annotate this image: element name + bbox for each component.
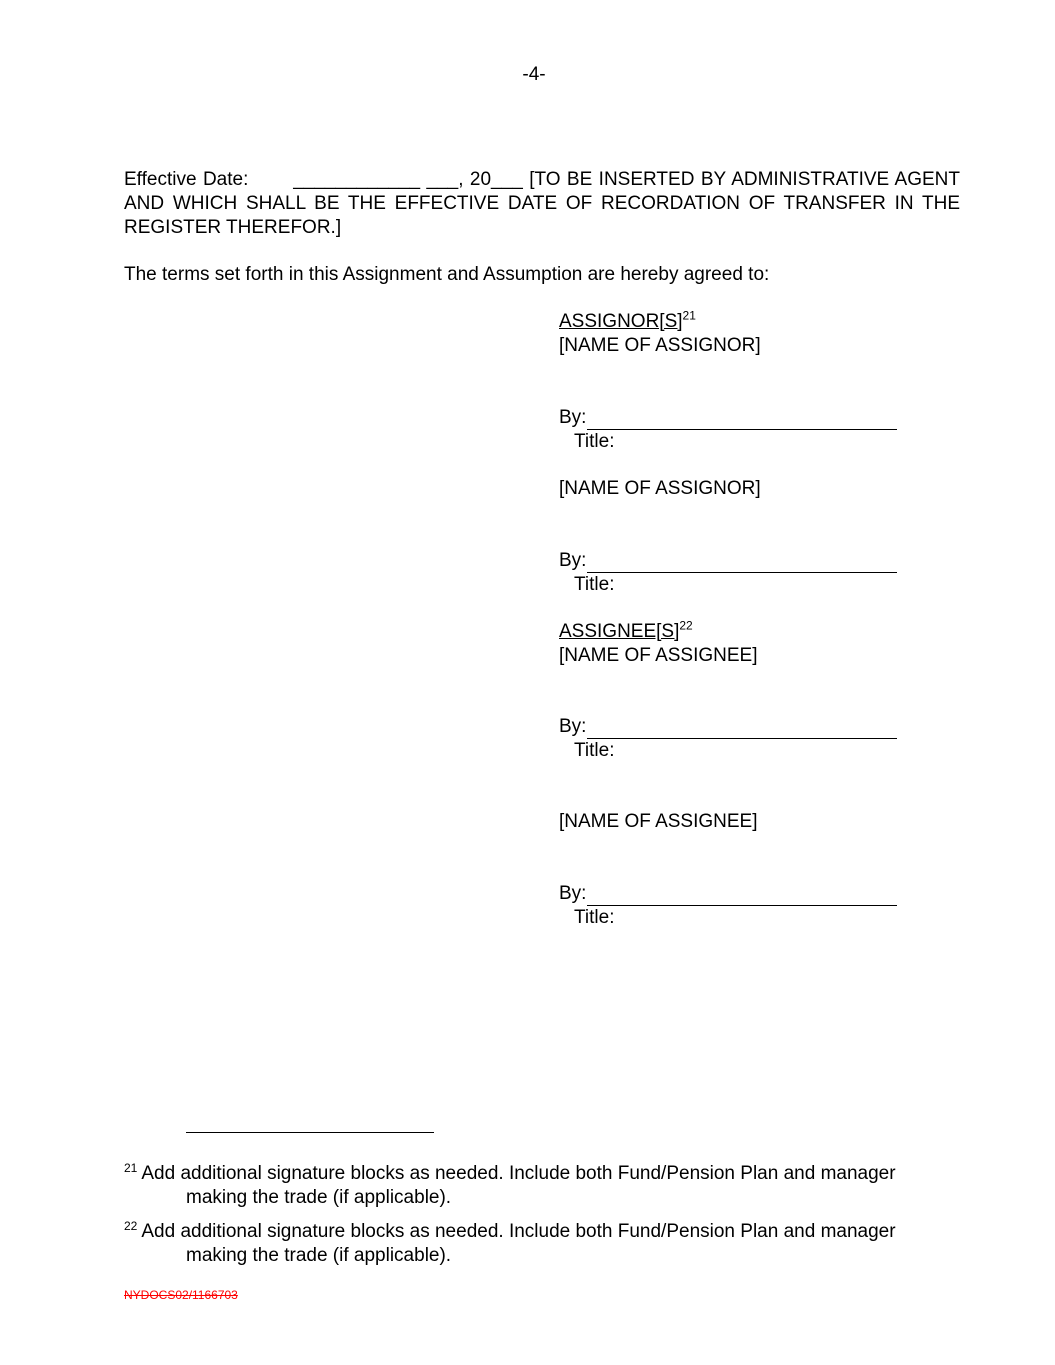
document-id: NYDOCS02/1166703 [124, 1288, 238, 1302]
page-number: -4- [522, 64, 546, 85]
assignor-2-signature-line [559, 549, 897, 573]
assignor-name-2: [NAME OF ASSIGNOR] [559, 478, 761, 499]
signature-blank [587, 885, 897, 906]
effective-date-note: [TO BE INSERTED BY ADMINISTRATIVE AGENT AND WHICH SHALL BE THE EFFECTIVE DATE OF RECORDATION OF TRANSFER IN THE REGISTER THEREFOR.] [124, 169, 961, 238]
assignor-heading: ASSIGNOR[S] [559, 311, 683, 332]
signature-blank [587, 552, 897, 573]
footnote-separator [186, 1132, 434, 1133]
assignor-1-title-label: Title: [574, 431, 615, 452]
footnote-text-line2: making the trade (if applicable). [186, 1187, 452, 1208]
footnote-text-line2: making the trade (if applicable). [186, 1245, 452, 1266]
assignee-name-1: [NAME OF ASSIGNEE] [559, 645, 758, 666]
assignor-2-title-label: Title: [574, 574, 615, 595]
assignor-1-signature-line [559, 406, 897, 430]
assignee-1-signature-line [559, 715, 897, 739]
assignee-heading-line [559, 620, 693, 644]
assignee-2-signature-line [559, 882, 897, 906]
assignee-2-title-label: Title: [574, 907, 615, 928]
footnote-text-line1: Add additional signature blocks as needed. Include both Fund/Pension Plan and manager [141, 1163, 896, 1184]
by-label: By: [559, 883, 587, 904]
assignor-footnote-ref: 21 [682, 308, 696, 323]
assignee-1-title-label: Title: [574, 740, 615, 761]
by-label: By: [559, 550, 587, 571]
footnote-text-line1: Add additional signature blocks as needed. Include both Fund/Pension Plan and manager [141, 1221, 896, 1242]
footnote-number: 22 [124, 1218, 138, 1233]
assignee-heading: ASSIGNEE[S] [559, 621, 680, 642]
effective-date-day-blank: ___, [426, 169, 464, 190]
by-label: By: [559, 716, 587, 737]
terms-statement: The terms set forth in this Assignment and Assumption are hereby agreed to: [124, 264, 770, 285]
effective-date-month-blank: ____________ [293, 169, 421, 190]
footnote-22 [124, 1220, 904, 1268]
assignor-heading-line [559, 310, 696, 334]
effective-date-paragraph [124, 168, 960, 240]
by-label: By: [559, 407, 587, 428]
assignor-name-1: [NAME OF ASSIGNOR] [559, 335, 761, 356]
effective-date-year: 20___ [469, 169, 523, 190]
assignee-name-2: [NAME OF ASSIGNEE] [559, 811, 758, 832]
assignee-footnote-ref: 22 [679, 618, 693, 633]
signature-blank [587, 718, 897, 739]
footnote-21 [124, 1162, 904, 1210]
signature-blank [587, 409, 897, 430]
footnote-number: 21 [124, 1160, 138, 1175]
effective-date-label: Effective Date: [124, 169, 249, 190]
